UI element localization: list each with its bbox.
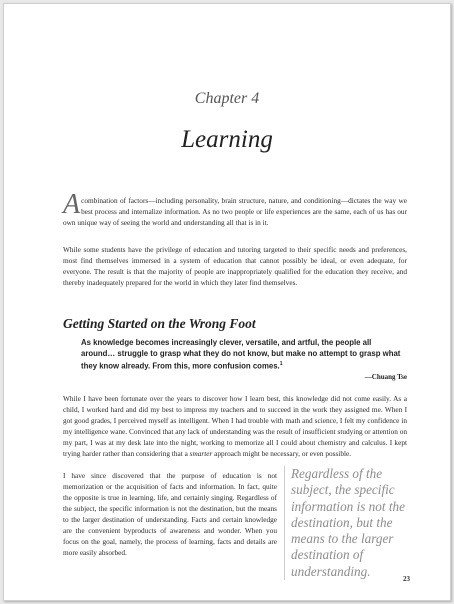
intro-paragraph-text: combination of factors—including personality, brain structure, nature, and conditioning—dictates the way we best process and internalize information. As no two people or life experiences are the same, each of us has our own unique way of seeing the world and understanding all that is in it.: [63, 196, 407, 227]
drop-cap: A: [63, 189, 81, 220]
paragraph-3-text-a: While I have been fortunate over the years to discover how I learn best, this knowledge did not come easily. As a child, I worked hard and did my best to impress my teachers and to succeed in the work they assigned me. When I got good grades, I perceived myself as intelligent. When I had trouble with math and science, I felt my confidence in my intelligence wane. Convinced that any lack of understanding was the result of insufficient studying or attention on my part, I was at my desk late into the night, working to memorize all I could about chemistry and calculus. I kept trying harder rather than considering that a: [63, 394, 407, 458]
pull-quote: Regardless of the subject, the specific information is not the destination, but the means to the larger destination of understanding.: [284, 466, 411, 580]
intro-paragraph: [63, 189, 407, 228]
paragraph-3-emphasis: smarter: [189, 449, 213, 458]
paragraph-2: While some students have the privilege of education and tutoring targeted to their specific needs and preferences, most find themselves immersed in a system of education that cannot possibly be ideal, or even adequate, for everyone. The result is that the majority of people are inappropriately qualified for the education they receive, and thereby inadequately prepared for the world in which they later find themselves.: [63, 245, 407, 287]
section-heading: Getting Started on the Wrong Foot: [63, 316, 256, 331]
chapter-title: Learning: [181, 126, 273, 153]
quote-attribution: —Chuang Tse: [364, 373, 407, 381]
paragraph-4: I have since discovered that the purpose of education is not memorization or the acquisition of facts and information. In fact, quite the opposite is true in learning, life, and certainly singing. Regardless of the subject, the specific information is not the destination, but the means to the larger destination of understanding. Facts and certain knowledge are the convenient byproducts of awareness and wonder. When you focus on the goal, namely, the process of learning, facts and details are more easily absorbed.: [63, 471, 277, 557]
epigraph-text: As knowledge becomes increasingly clever, versatile, and artful, the people all around… struggle to grasp what they do not know, but make no attempt to grasp what they know already. From this, more confusion comes.: [81, 338, 401, 371]
chapter-label: Chapter 4: [194, 90, 260, 107]
epigraph-quote: [81, 337, 401, 372]
paragraph-3-text-b: approach might be necessary, or even possible.: [214, 449, 352, 458]
paragraph-3: [63, 393, 407, 459]
book-page: [3, 3, 451, 601]
page-number: 23: [403, 575, 410, 583]
footnote-marker: 1: [279, 361, 283, 367]
